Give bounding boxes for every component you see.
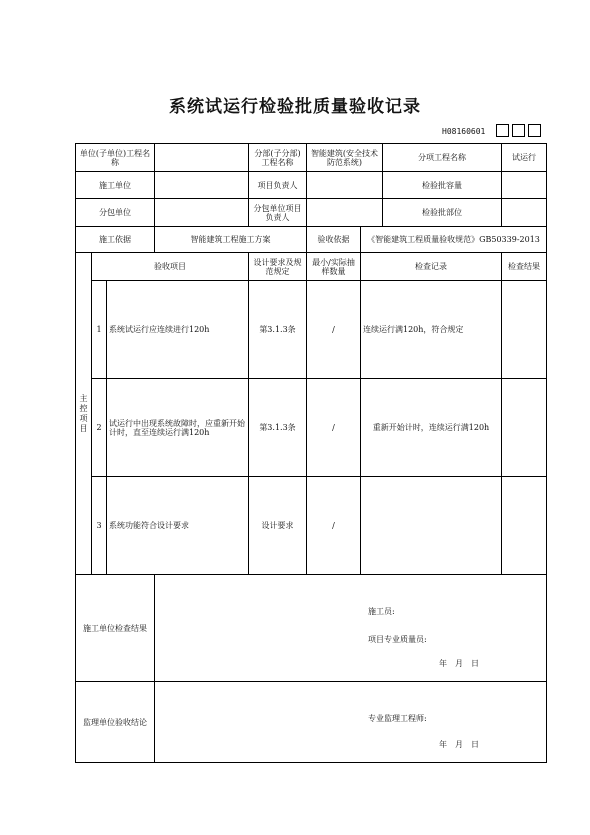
col-design: 设计要求及规范规定 (249, 253, 307, 281)
row-item: 试运行中出现系统故障时，应重新开始计时，直至连续运行满120h (107, 379, 249, 477)
row-design: 设计要求 (249, 477, 307, 575)
col-record: 检查记录 (361, 253, 502, 281)
acceptance-basis-label: 验收依据 (307, 227, 361, 253)
construction-date: 年 月 日 (439, 659, 479, 668)
row-number: 2 (92, 379, 107, 477)
code-box-1 (496, 124, 509, 137)
project-lead-label: 项目负责人 (249, 172, 307, 199)
subcontract-label: 分包单位 (76, 199, 155, 227)
row-number: 1 (92, 281, 107, 379)
col-result: 检查结果 (502, 253, 547, 281)
batch-part-label: 检验批部位 (383, 199, 502, 227)
batch-part-value (502, 199, 547, 227)
basis-value: 智能建筑工程施工方案 (155, 227, 307, 253)
batch-capacity-value (502, 172, 547, 199)
table-row (76, 281, 547, 379)
supervision-engineer-label: 专业监理工程师: (368, 714, 427, 723)
row-result (502, 281, 547, 379)
row-number: 3 (92, 477, 107, 575)
row-record: 连续运行满120h，符合规定 (361, 281, 502, 379)
row-sample: / (307, 379, 361, 477)
construction-check-area (155, 575, 547, 682)
subitem-label: 分项工程名称 (383, 144, 502, 172)
code-box-2 (512, 124, 525, 137)
page-title: 系统试运行检验批质量验收记录 (169, 97, 421, 117)
row-sample: / (307, 477, 361, 575)
batch-capacity-label: 检验批容量 (383, 172, 502, 199)
row-record (361, 477, 502, 575)
supervision-label: 监理单位验收结论 (76, 682, 155, 763)
row-design: 第3.1.3条 (249, 281, 307, 379)
row-result (502, 379, 547, 477)
quality-officer-label: 项目专业质量员: (368, 635, 427, 644)
subitem-value: 试运行 (502, 144, 547, 172)
subcontract-value (155, 199, 249, 227)
row-item: 系统试运行应连续进行120h (107, 281, 249, 379)
subcontract-lead-value (307, 199, 383, 227)
table-row (76, 477, 547, 575)
acceptance-basis-value: 《智能建筑工程质量验收规范》GB50339-2013 (361, 227, 547, 253)
construction-check-label: 施工单位检查结果 (76, 575, 155, 682)
row-item: 系统功能符合设计要求 (107, 477, 249, 575)
row-record: 重新开始计时，连续运行满120h (361, 379, 502, 477)
code-box-3 (528, 124, 541, 137)
row-design: 第3.1.3条 (249, 379, 307, 477)
construction-worker-label: 施工员: (368, 607, 395, 616)
col-sample: 最小/实际抽样数量 (307, 253, 361, 281)
unit-value (155, 144, 249, 172)
unit-label: 单位(子单位)工程名称 (76, 144, 155, 172)
row-sample: / (307, 281, 361, 379)
table-row (76, 379, 547, 477)
form-code: H08160601 (442, 127, 486, 136)
project-lead-value (307, 172, 383, 199)
supervision-area (155, 682, 547, 763)
construction-unit-label: 施工单位 (76, 172, 155, 199)
supervision-date: 年 月 日 (439, 740, 479, 749)
basis-label: 施工依据 (76, 227, 155, 253)
row-result (502, 477, 547, 575)
division-label: 分部(子分部)工程名称 (249, 144, 307, 172)
division-value: 智能建筑(安全技术防范系统) (307, 144, 383, 172)
section-label: 主控项目 (76, 253, 92, 575)
inspection-table (75, 143, 547, 763)
construction-unit-value (155, 172, 249, 199)
subcontract-lead-label: 分包单位项目负责人 (249, 199, 307, 227)
col-item: 验收项目 (92, 253, 249, 281)
